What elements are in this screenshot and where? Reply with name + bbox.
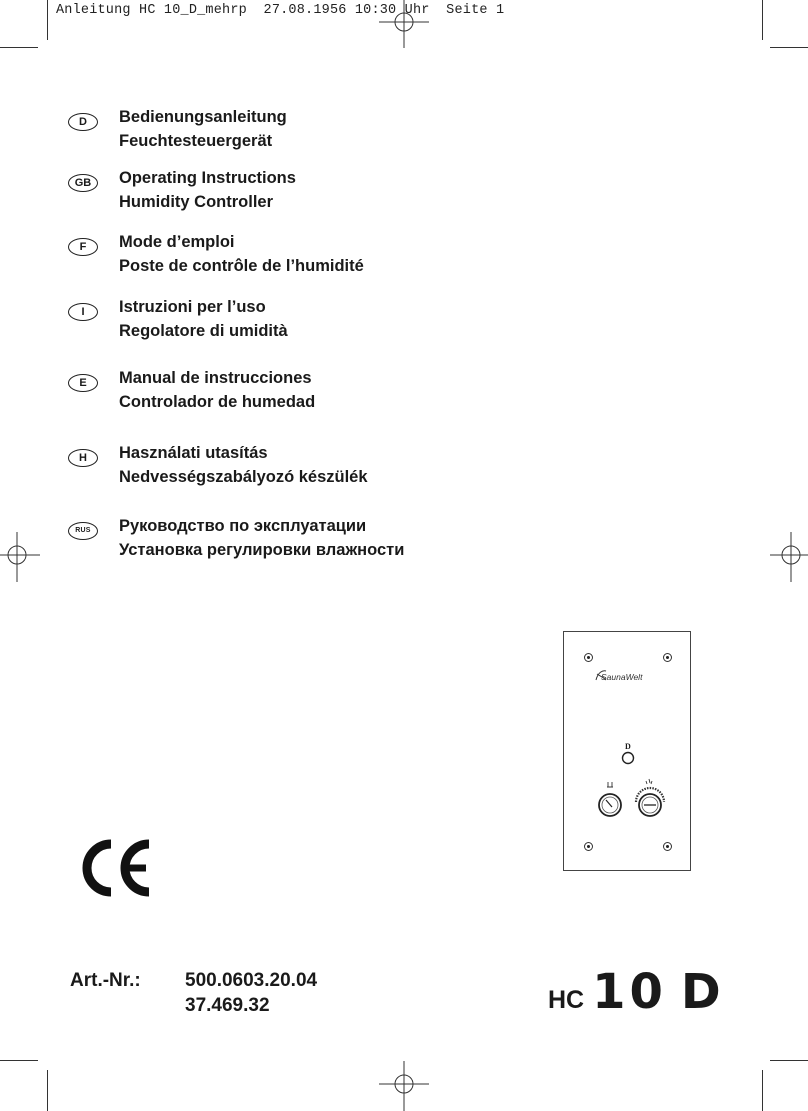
language-badge: RUS (68, 522, 98, 540)
model-designation (548, 964, 721, 1020)
registration-mark-top (379, 0, 429, 50)
language-block-gb (68, 169, 708, 219)
title-line: Руководство по эксплуатации (119, 517, 367, 535)
print-slug-line: Anleitung HC 10_D_mehrp 27.08.1956 10:30 Uhr Seite 1 (56, 3, 505, 18)
registration-mark-bottom (379, 1061, 429, 1111)
humidity-dial-icon (630, 776, 670, 822)
subtitle-line: Regolatore di umidità (119, 322, 288, 340)
registration-mark-left (0, 532, 50, 582)
language-block-it (68, 298, 708, 348)
registration-mark-right (762, 532, 808, 582)
language-badge: GB (68, 174, 98, 192)
title-line: Bedienungsanleitung (119, 108, 287, 126)
subtitle-line: Humidity Controller (119, 193, 274, 211)
subtitle-line: Nedvességszabályozó készülék (119, 468, 368, 486)
model-prefix: HC (548, 986, 585, 1014)
subtitle-line: Установка регулировки влажности (119, 541, 405, 559)
thermometer-dial-icon (594, 779, 626, 821)
subtitle-line: Feuchtesteuergerät (119, 132, 273, 150)
title-line: Operating Instructions (119, 169, 296, 187)
article-number-label: Art.-Nr.: (70, 970, 141, 991)
screw-icon (584, 842, 593, 851)
language-block-fr (68, 233, 708, 283)
title-line: Manual de instrucciones (119, 369, 312, 387)
article-number-secondary: 37.469.32 (185, 995, 270, 1016)
language-badge: D (68, 113, 98, 131)
language-badge: H (68, 449, 98, 467)
device-panel-illustration (563, 631, 691, 871)
language-block-ru (68, 517, 708, 567)
model-suffix: D (680, 964, 721, 1020)
title-line: Mode d’emploi (119, 233, 235, 251)
screw-icon (663, 842, 672, 851)
language-badge: E (68, 374, 98, 392)
model-number: 10 (592, 964, 667, 1020)
screw-icon (663, 653, 672, 662)
indicator-label: D (625, 742, 631, 751)
language-block-de (68, 108, 708, 158)
subtitle-line: Controlador de humedad (119, 393, 316, 411)
language-badge: I (68, 303, 98, 321)
language-badge: F (68, 238, 98, 256)
indicator-lamp-icon (621, 751, 635, 765)
ce-mark-icon (78, 836, 154, 900)
brand-name: SaunaWelt (601, 672, 643, 682)
article-number-primary: 500.0603.20.04 (185, 970, 318, 991)
title-line: Használati utasítás (119, 444, 268, 462)
language-block-hu (68, 444, 708, 494)
subtitle-line: Poste de contrôle de l’humidité (119, 257, 364, 275)
screw-icon (584, 653, 593, 662)
language-block-es (68, 369, 708, 419)
title-line: Istruzioni per l’uso (119, 298, 266, 316)
